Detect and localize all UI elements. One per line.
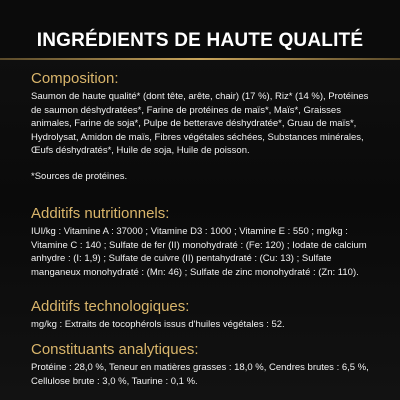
composition-heading: Composition: [31, 70, 119, 87]
analytical-constituents-heading: Constituants analytiques: [31, 341, 199, 358]
gold-divider [0, 58, 400, 60]
composition-text: Saumon de haute qualité* (dont tête, arête, chair) (17 %), Riz* (14 %), Protéines de saumon déshydratées*, Farine de protéines de maïs*, Maïs*, Graisses animales, Farine de soja*, Pulpe de betterave déshydratée*, Gruau de maïs*, Hydrolysat, Amidon de maïs, Fibres végétales séchées, Substances minérales, Œufs déshydratés*, Huile de soja, Huile de poisson. [31, 91, 369, 156]
header-band [0, 0, 400, 58]
nutritional-additives-heading: Additifs nutritionnels: [31, 205, 170, 222]
technological-additives-text: mg/kg : Extraits de tocophérols issus d'huiles végétales : 52. [31, 319, 285, 330]
composition-section [31, 70, 376, 183]
nutritional-additives-text: IUI/kg : Vitamine A : 37000 ; Vitamine D3 : 1000 ; Vitamine E : 550 ; mg/kg : Vitamine C : 140 ; Sulfate de fer (II) monohydraté : (Fe: 120) ; Iodate de calcium anhydre : (I: 1,9) ; Sulfate de cuivre (II) pentahydraté : (Cu: 13) ; Sulfate manganeux monohydraté : (Mn: 46) ; Sulfate de zinc monohydraté : (Zn: 110). [31, 226, 367, 278]
analytical-constituents-section [31, 341, 376, 388]
analytical-constituents-text: Protéine : 28,0 %, Teneur en matières grasses : 18,0 %, Cendres brutes : 6,5 %, Cellulose brute : 3,0 %, Taurine : 0,1 %. [31, 362, 369, 387]
technological-additives-section [31, 298, 376, 332]
composition-note: *Sources de protéines. [31, 170, 128, 182]
technological-additives-heading: Additifs technologiques: [31, 298, 190, 315]
nutritional-additives-section [31, 205, 376, 279]
page-title: INGRÉDIENTS DE HAUTE QUALITÉ [36, 30, 364, 51]
